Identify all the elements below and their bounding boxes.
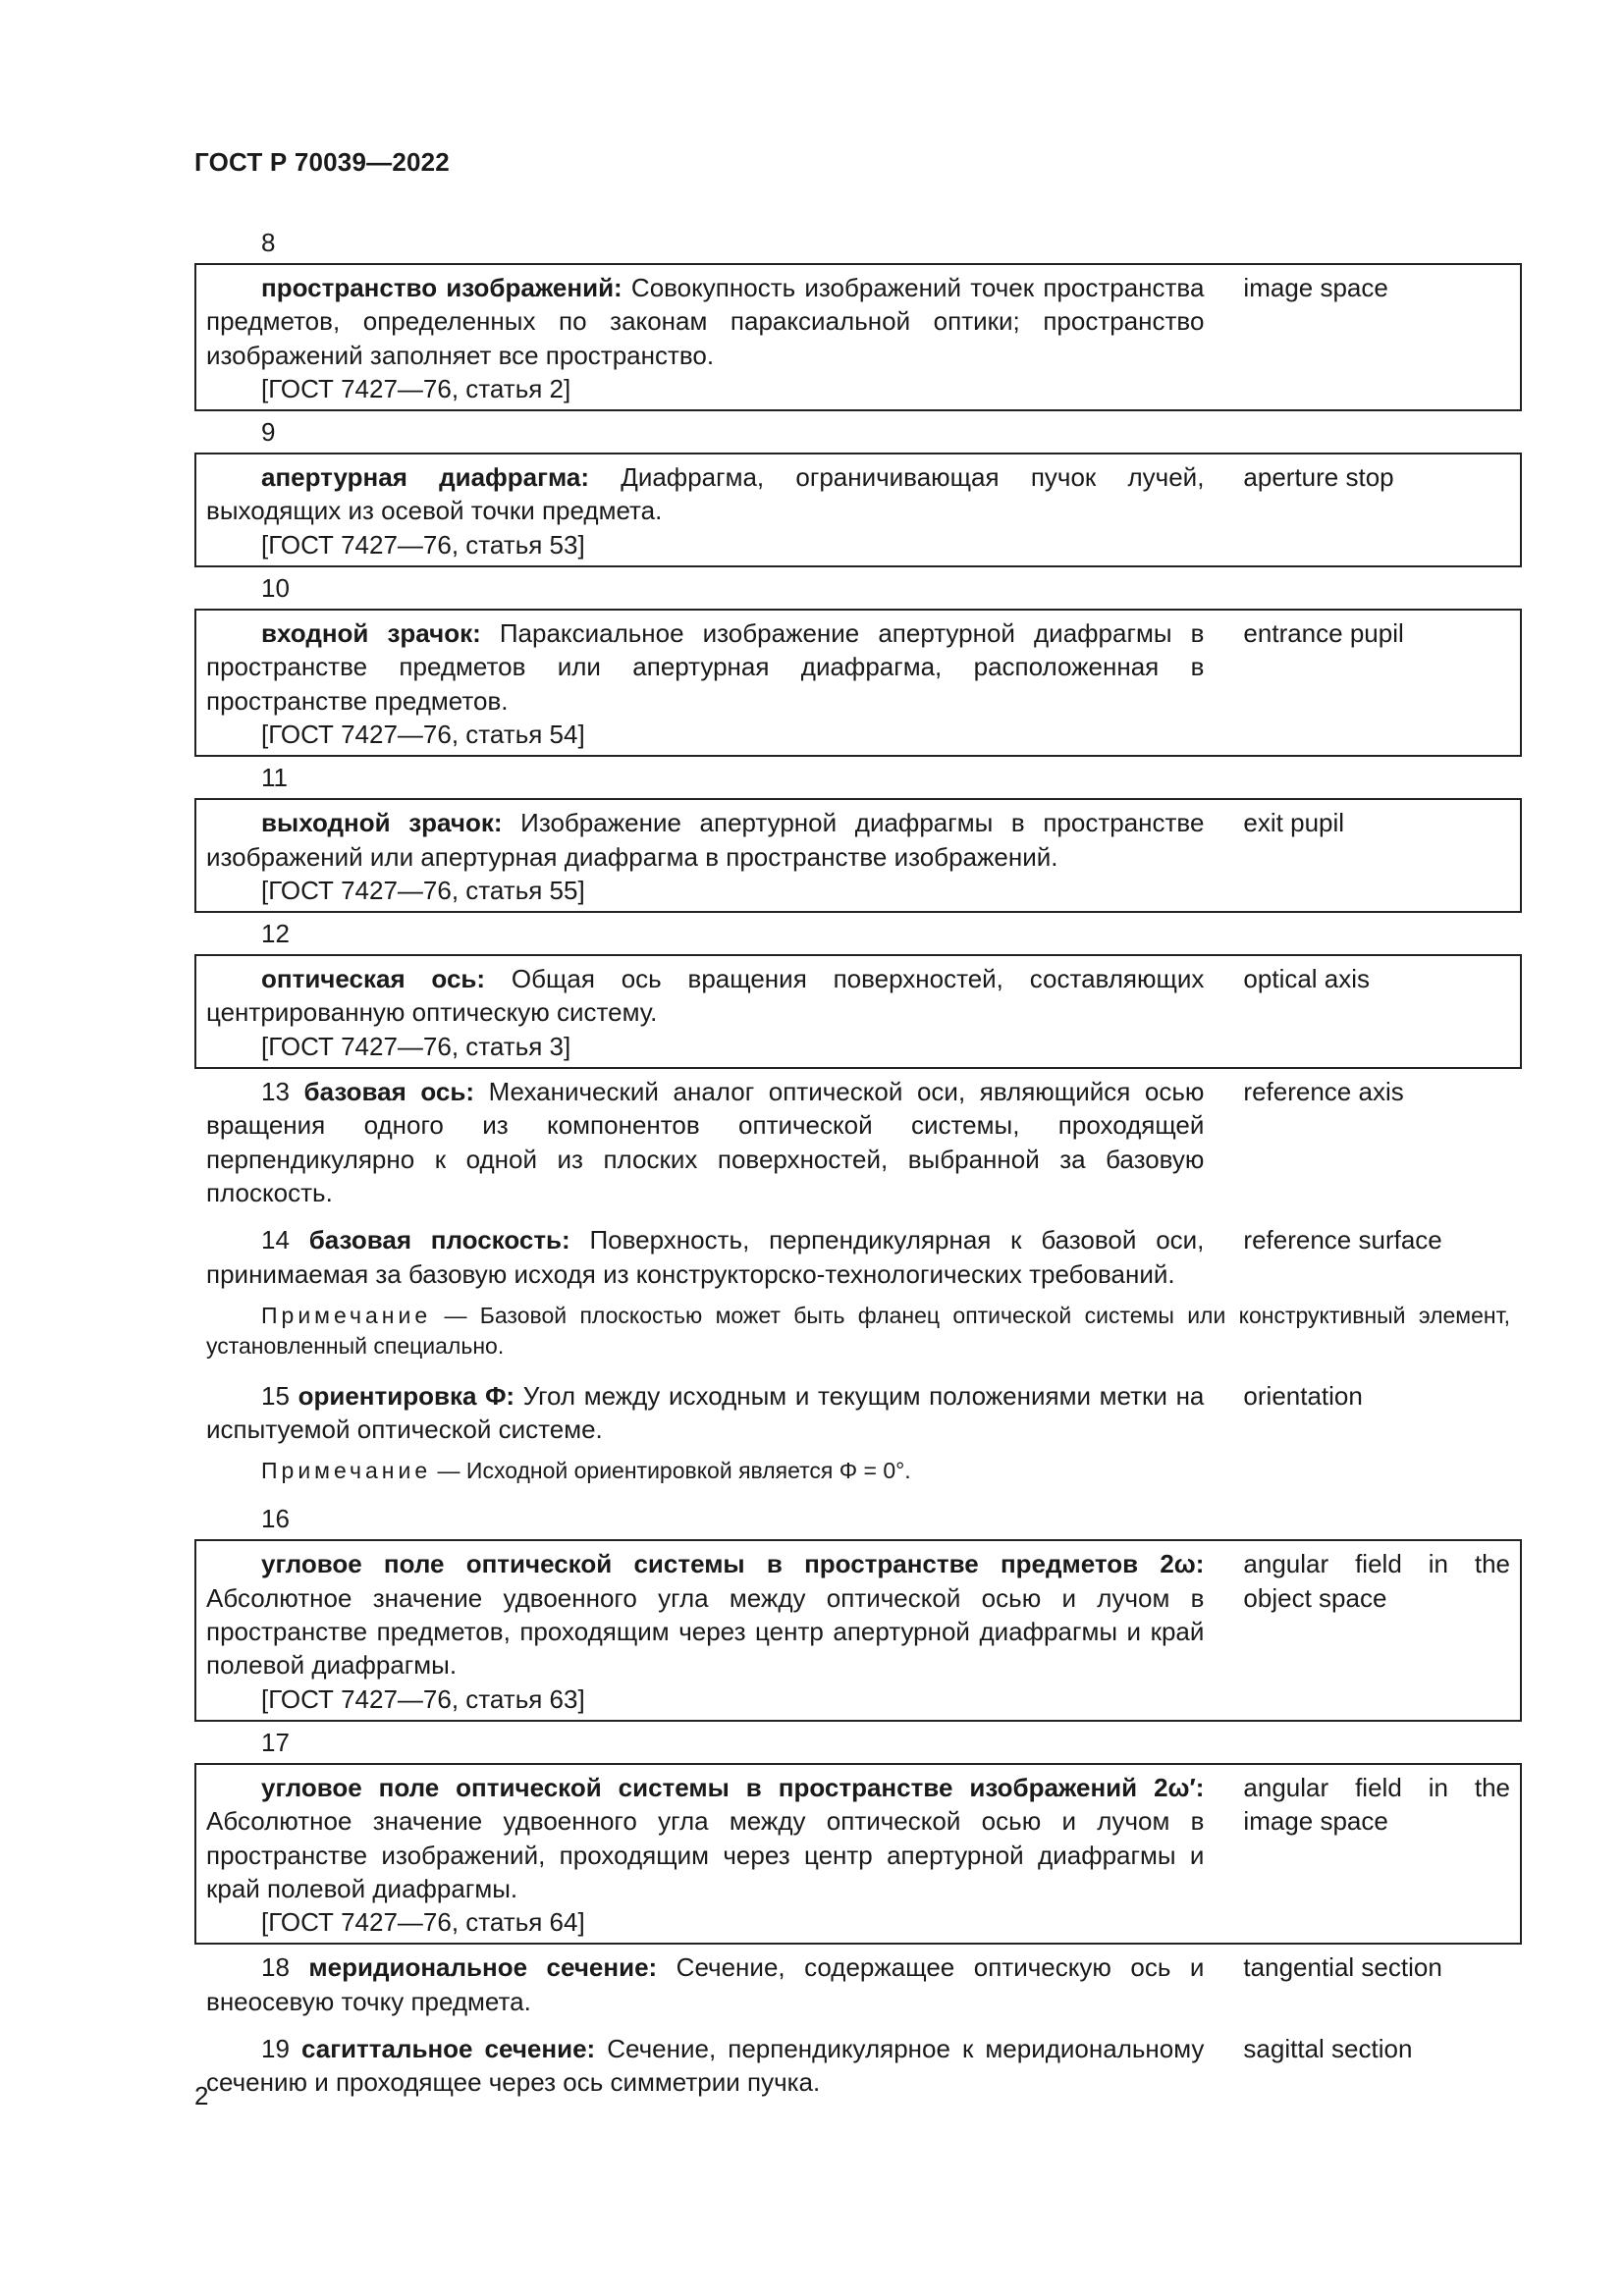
term-name: базовая ось: <box>303 1077 475 1107</box>
term-number: 9 <box>261 417 276 448</box>
term-entry <box>194 2026 1522 2108</box>
definition-text: Диафрагма, ограничивающая пучок лучей, выходящих из осевой точки предмета. <box>206 462 1205 526</box>
term-definition <box>206 271 1204 405</box>
note-text: — Базовой плоскостью может быть фланец оптической системы или конструктивный элемент, установленный специально. <box>206 1302 1510 1359</box>
term-name: угловое поле оптической системы в пространстве изображений 2ω′: <box>261 1772 1205 1802</box>
term-source: [ГОСТ 7427—76, статья 2] <box>261 373 571 403</box>
term-source: [ГОСТ 7427—76, статья 54] <box>261 719 585 749</box>
term-definition <box>206 1223 1204 1291</box>
term-entry <box>194 1945 1522 2026</box>
term-number: 14 <box>261 1225 290 1255</box>
definition-text: Абсолютное значение удвоенного угла между оптической осью и лучом в пространстве изображений, проходящим через центр апертурной диафрагмы и край полевой диафрагмы. <box>206 1806 1205 1903</box>
term-entry-box <box>194 263 1522 411</box>
term-name: ориентировка Φ: <box>298 1380 515 1411</box>
english-equivalent: aperture stop <box>1243 462 1394 493</box>
english-equivalent: angular field in the object space <box>1243 1549 1510 1613</box>
term-name: меридиональное сечение: <box>308 1952 658 1983</box>
definition-text: Абсолютное значение удвоенного угла между оптической осью и лучом в пространстве предметов, проходящим через центр апертурной диафрагмы и край полевой диафрагмы. <box>206 1582 1205 1681</box>
terms-list <box>194 222 1522 2108</box>
term-number: 13 <box>261 1077 290 1107</box>
term-name: сагиттальное сечение: <box>300 2033 596 2063</box>
term-name: оптическая ось: <box>261 964 486 994</box>
term-source: [ГОСТ 7427—76, статья 53] <box>261 529 585 560</box>
term-definition <box>206 2032 1204 2100</box>
term-entry-box <box>194 1763 1522 1945</box>
term-source: [ГОСТ 7427—76, статья 63] <box>261 1683 585 1714</box>
definition-text: Механический аналог оптической оси, являющийся осью вращения одного из компонентов оптической системы, проходящей перпендикулярно к одной из плоских поверхностей, выбранной за базовую плоскость. <box>206 1077 1205 1207</box>
definition-text: Совокупность изображений точек пространства предметов, определенных по законам параксиальной оптики; пространство изображений заполняет все пространство. <box>206 273 1205 370</box>
note-label: Примечание <box>261 1458 432 1484</box>
term-entry <box>194 1069 1522 1217</box>
term-number: 18 <box>261 1952 290 1983</box>
note-label: Примечание <box>261 1302 432 1328</box>
term-number: 16 <box>261 1504 290 1534</box>
english-equivalent: reference surface <box>1243 1225 1442 1255</box>
english-equivalent: reference axis <box>1243 1077 1404 1107</box>
term-entry-box <box>194 609 1522 757</box>
term-entry <box>194 1217 1522 1299</box>
term-name: выходной зрачок: <box>261 808 503 838</box>
term-definition <box>206 1771 1204 1939</box>
term-entry-box <box>194 453 1522 567</box>
english-equivalent: image space <box>1243 273 1388 302</box>
english-equivalent: orientation <box>1243 1380 1363 1411</box>
term-entry-box <box>194 954 1522 1069</box>
standard-designation: ГОСТ Р 70039—2022 <box>194 147 450 177</box>
term-entry <box>194 1373 1522 1455</box>
term-name: входной зрачок: <box>261 618 481 649</box>
term-number: 10 <box>261 573 290 604</box>
term-definition <box>206 616 1204 751</box>
definition-text: Сечение, содержащее оптическую ось и внеосевую точку предмета. <box>206 1952 1205 2016</box>
term-number: 12 <box>261 919 290 949</box>
english-equivalent: angular field in the image space <box>1243 1772 1510 1837</box>
term-name: пространство изображений: <box>261 273 623 302</box>
term-definition <box>206 1950 1204 2018</box>
term-number: 11 <box>261 763 288 793</box>
term-number: 19 <box>261 2033 290 2063</box>
term-name: угловое поле оптической системы в пространстве предметов 2ω: <box>261 1549 1205 1579</box>
term-name: базовая плоскость: <box>308 1225 570 1255</box>
term-definition <box>206 1379 1204 1447</box>
english-equivalent: tangential section <box>1243 1952 1442 1983</box>
term-entry-box <box>194 1539 1522 1721</box>
term-number: 17 <box>261 1727 290 1757</box>
definition-text: Угол между исходным и текущим положениями метки на испытуемой оптической системе. <box>206 1380 1205 1445</box>
english-equivalent: entrance pupil <box>1243 618 1404 649</box>
english-equivalent: sagittal section <box>1243 2033 1413 2063</box>
english-equivalent: optical axis <box>1243 964 1371 994</box>
note-text: — Исходной ориентировкой является Φ = 0°. <box>431 1458 911 1484</box>
term-source: [ГОСТ 7427—76, статья 64] <box>261 1907 585 1938</box>
english-equivalent: exit pupil <box>1243 808 1345 838</box>
definition-text: Общая ось вращения поверхностей, составляющих центрированную оптическую систему. <box>206 964 1205 1028</box>
definition-text: Сечение, перпендикулярное к меридиональному сечению и проходящее через ось симметрии пучка. <box>206 2033 1205 2098</box>
definition-text: Параксиальное изображение апертурной диафрагмы в пространстве предметов или апертурная диафрагма, расположенная в пространстве предметов. <box>206 618 1205 716</box>
term-source: [ГОСТ 7427—76, статья 55] <box>261 875 585 905</box>
definition-text: Поверхность, перпендикулярная к базовой оси, принимаемая за базовую исходя из конструкторско-технологических требований. <box>206 1225 1205 1289</box>
term-number: 8 <box>261 228 276 257</box>
term-definition <box>206 962 1204 1063</box>
term-entry-box <box>194 798 1522 913</box>
page-number: 2 <box>194 2081 209 2110</box>
term-number: 15 <box>261 1380 290 1411</box>
note <box>194 1454 1522 1498</box>
term-definition <box>206 460 1204 561</box>
term-name: апертурная диафрагма: <box>261 462 589 493</box>
term-definition <box>206 806 1204 907</box>
term-source: [ГОСТ 7427—76, статья 3] <box>261 1031 571 1061</box>
term-definition <box>206 1075 1204 1209</box>
definition-text: Изображение апертурной диафрагмы в пространстве изображений или апертурная диафрагма в пространстве изображений. <box>206 808 1205 872</box>
term-definition <box>206 1547 1204 1715</box>
note <box>194 1299 1522 1373</box>
